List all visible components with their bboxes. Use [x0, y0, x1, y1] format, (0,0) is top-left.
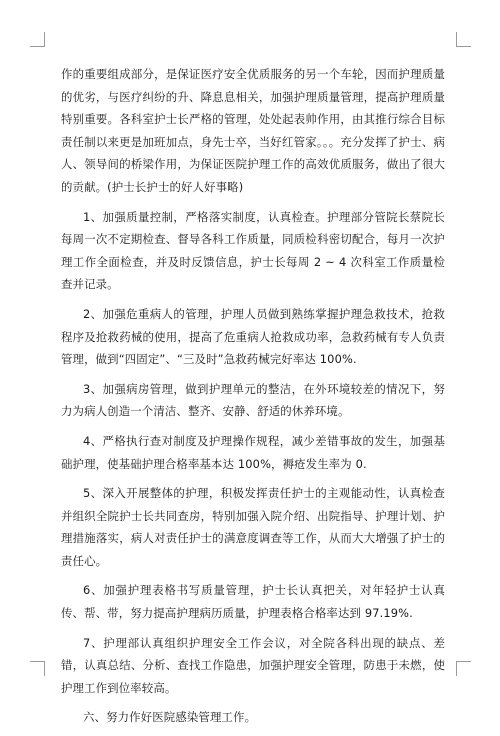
crop-mark-bottom-right	[456, 661, 471, 676]
paragraph-item-4: 4、严格执行查对制度及护理操作规程，减少差错事故的发生，加强基础护理，使基础护理合格率基本达 100%，褥疮发生率为 0.	[61, 433, 445, 471]
section-heading-6: 六、努力作好医院感染管理工作。	[83, 710, 257, 725]
crop-mark-top-left	[30, 32, 45, 47]
crop-mark-top-right	[456, 32, 471, 47]
paragraph-item-1: 1、加强质量控制，严格落实制度，认真检查。护理部分管院长蔡院长每周一次不定期检查、督导各科工作质量，同质检科密切配合，每月一次护理工作全面检查，并及时反馈信息，护士长每周 2 ~ 4 次科室工作质量检查并记录。	[61, 209, 445, 292]
document-body	[61, 63, 445, 736]
paragraph-item-5: 5、深入开展整体的护理，积极发挥责任护士的主观能动性，认真检查并组织全院护士长共同查房，特别加强入院介绍、出院指导、护理计划、护理措施落实，病人对责任护士的满意度调查等工作，从而大大增强了护士的责任心。	[61, 486, 445, 568]
crop-mark-bottom-left	[30, 661, 45, 676]
paragraph-item-2: 2、加强危重病人的管理，护理人员做到熟练掌握护理急救技术，抢救程序及抢救药械的使用，提高了危重病人抢救成功率，急救药械有专人负责管理，做到“四固定”、“三及时”急救药械完好率达 100%.	[61, 306, 445, 367]
paragraph-intro: 作的重要组成部分，是保证医疗安全优质服务的另一个车轮，因而护理质量的优劣，与医疗纠纷的升、降息息相关，加强护理质量管理，提高护理质量特别重要。各科室护士长严格的管理，处处起表帅作用，由其推行综合目标责任制以来更是加班加点，身先士卒，当好红管家。。。充分发挥了护士、病人、领导间的桥梁作用，为保证医院护理工作的高效优质服务，做出了很大的贡献。(护士长护士的好人好事略)	[61, 67, 445, 194]
paragraph-item-7: 7、护理部认真组织护理安全工作会议，对全院各科出现的缺点、差错，认真总结、分析、查找工作隐患，加强护理安全管理，防患于未燃，使护理工作到位率较高。	[61, 635, 445, 695]
paragraph-item-6: 6、加强护理表格书写质量管理，护士长认真把关，对年轻护士认真传、帮、带，努力提高护理病历质量，护理表格合格率达到 97.19%.	[61, 583, 445, 621]
paragraph-item-3: 3、加强病房管理，做到护理单元的整洁，在外环境较差的情况下，努力为病人创造一个清洁、整齐、安静、舒适的休养环境。	[61, 381, 445, 419]
